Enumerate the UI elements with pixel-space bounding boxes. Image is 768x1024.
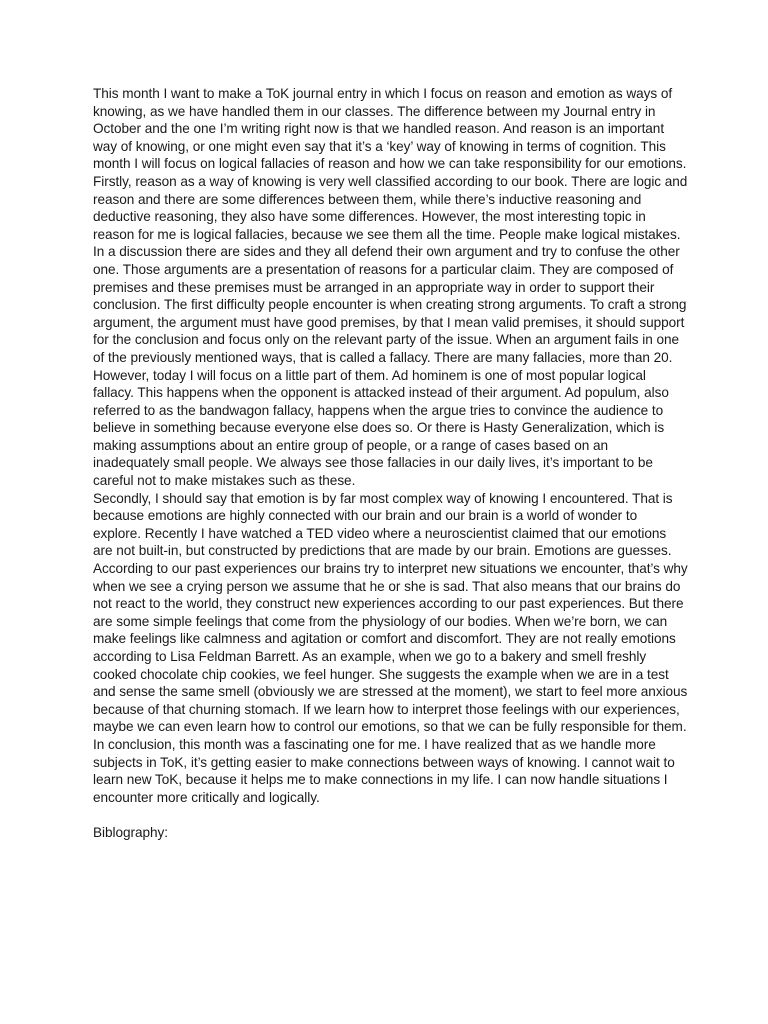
paragraph-emotion: Secondly, I should say that emotion is by far most complex way of knowing I encountered. That is because emotions are highly connected with our brain and our brain is a world of wonder to explore. Recently I have watched a TED video where a neuroscientist claimed that our emotions are not built-in, but constructed by predictions that are made by our brain. Emotions are guesses. According to our past experiences our brains try to interpret new situations we encounter, that’s why when we see a crying person we assume that he or she is sad. That also means that our brains do not react to the world, they construct new experiences according to our past experiences. But there are some simple feelings that come from the physiology of our bodies. When we’re born, we can make feelings like calmness and agitation or comfort and discomfort. They are not really emotions according to Lisa Feldman Barrett. As an example, when we go to a bakery and smell freshly cooked chocolate chip cookies, we feel hunger. She suggests the example when we are in a test and sense the same smell (obviously we are stressed at the moment), we start to feel more anxious because of that churning stomach. If we learn how to interpret those feelings with our experiences, maybe we can even learn how to control our emotions, so that we can be fully responsible for them. [93, 490, 688, 735]
blank-line [93, 806, 688, 824]
bibliography-heading: Biblography: [93, 824, 168, 840]
paragraph-introduction: This month I want to make a ToK journal entry in which I focus on reason and emotion as ways of knowing, as we have handled them in our classes. The difference between my Journal entry in October and the one I’m writing right now is that we handled reason. And reason is an important way of knowing, or one might even say that it’s a ‘key’ way of knowing in terms of cognition. This month I will focus on logical fallacies of reason and how we can take responsibility for our emotions. [93, 86, 687, 172]
paragraph-reason: Firstly, reason as a way of knowing is very well classified according to our book. There are logic and reason and there are some differences between them, while there’s inductive reasoning and deductive reasoning, they also have some differences. However, the most interesting topic in reason for me is logical fallacies, because we see them all the time. People make logical mistakes. In a discussion there are sides and they all defend their own argument and try to confuse the other one. Those arguments are a presentation of reasons for a particular claim. They are composed of premises and these premises must be arranged in an appropriate way in order to support their conclusion. The first difficulty people encounter is when creating strong arguments. To craft a strong argument, the argument must have good premises, by that I mean valid premises, it should support for the conclusion and focus only on the relevant party of the issue. When an argument fails in one of the previously mentioned ways, that is called a fallacy. There are many fallacies, more than 20. However, today I will focus on a little part of them. Ad hominem is one of most popular logical fallacy. This happens when the opponent is attacked instead of their argument. Ad populum, also referred to as the bandwagon fallacy, happens when the argue tries to convince the audience to believe in something because everyone else does so. Or there is Hasty Generalization, which is making assumptions about an entire group of people, or a range of cases based on an inadequately small people. We always see those fallacies in our daily lives, it’s important to be careful not to make mistakes such as these. [93, 173, 688, 489]
journal-text [93, 85, 688, 842]
paragraph-conclusion: In conclusion, this month was a fascinating one for me. I have realized that as we handle more subjects in ToK, it’s getting easier to make connections between ways of knowing. I cannot wait to learn new ToK, because it helps me to make connections in my life. I can now handle situations I encounter more critically and logically. [93, 736, 675, 805]
